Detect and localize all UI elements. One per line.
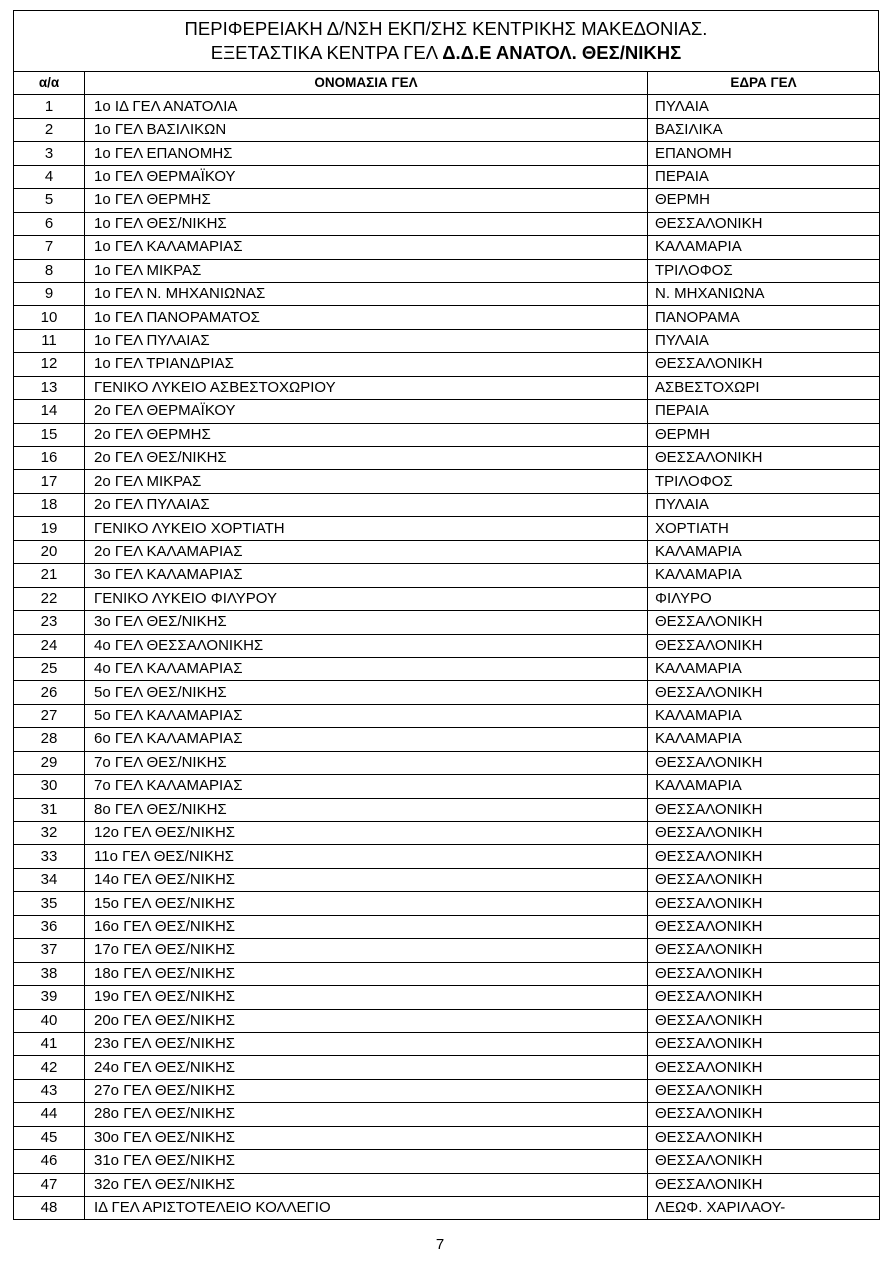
row-index: 28 — [14, 728, 85, 751]
row-index: 7 — [14, 236, 85, 259]
row-index: 2 — [14, 118, 85, 141]
school-seat: ΠΑΝΟΡΑΜΑ — [648, 306, 880, 329]
school-seat: ΘΕΣΣΑΛΟΝΙΚΗ — [648, 1032, 880, 1055]
school-name: 2ο ΓΕΛ ΜΙΚΡΑΣ — [85, 470, 648, 493]
table-row — [14, 986, 880, 1009]
table-row — [14, 728, 880, 751]
header-school-name: ΟΝΟΜΑΣΙΑ ΓΕΛ — [85, 72, 648, 95]
school-seat: ΘΕΣΣΑΛΟΝΙΚΗ — [648, 681, 880, 704]
title-line-2-bold: Δ.Δ.Ε ΑΝΑΤΟΛ. ΘΕΣ/ΝΙΚΗΣ — [442, 42, 682, 63]
row-index: 4 — [14, 165, 85, 188]
school-name: 11ο ΓΕΛ ΘΕΣ/ΝΙΚΗΣ — [85, 845, 648, 868]
table-row — [14, 775, 880, 798]
school-name: 7ο ΓΕΛ ΘΕΣ/ΝΙΚΗΣ — [85, 751, 648, 774]
school-name: 1ο ΓΕΛ ΘΕΣ/ΝΙΚΗΣ — [85, 212, 648, 235]
school-seat: ΘΕΡΜΗ — [648, 423, 880, 446]
row-index: 29 — [14, 751, 85, 774]
school-name: 14ο ΓΕΛ ΘΕΣ/ΝΙΚΗΣ — [85, 868, 648, 891]
school-name: 23ο ΓΕΛ ΘΕΣ/ΝΙΚΗΣ — [85, 1032, 648, 1055]
school-seat: ΘΕΣΣΑΛΟΝΙΚΗ — [648, 845, 880, 868]
row-index: 23 — [14, 611, 85, 634]
school-name: ΙΔ ΓΕΛ ΑΡΙΣΤΟΤΕΛΕΙΟ ΚΟΛΛΕΓΙΟ — [85, 1197, 648, 1220]
school-seat: ΘΕΣΣΑΛΟΝΙΚΗ — [648, 611, 880, 634]
table-body — [14, 95, 880, 1220]
table-row — [14, 634, 880, 657]
page-number: 7 — [435, 1236, 445, 1253]
school-seat: ΚΑΛΑΜΑΡΙΑ — [648, 564, 880, 587]
table-row — [14, 1056, 880, 1079]
school-seat: ΘΕΣΣΑΛΟΝΙΚΗ — [648, 868, 880, 891]
row-index: 24 — [14, 634, 85, 657]
table-row — [14, 329, 880, 352]
school-seat: ΠΕΡΑΙΑ — [648, 165, 880, 188]
school-name: 32ο ΓΕΛ ΘΕΣ/ΝΙΚΗΣ — [85, 1173, 648, 1196]
document-sheet — [13, 10, 879, 1220]
school-name: 30ο ΓΕΛ ΘΕΣ/ΝΙΚΗΣ — [85, 1126, 648, 1149]
row-index: 9 — [14, 282, 85, 305]
school-seat: ΘΕΣΣΑΛΟΝΙΚΗ — [648, 634, 880, 657]
title-line-2 — [211, 41, 681, 65]
row-index: 18 — [14, 493, 85, 516]
school-seat: ΑΣΒΕΣΤΟΧΩΡΙ — [648, 376, 880, 399]
row-index: 38 — [14, 962, 85, 985]
table-row — [14, 189, 880, 212]
row-index: 14 — [14, 400, 85, 423]
school-seat: ΤΡΙΛΟΦΟΣ — [648, 259, 880, 282]
row-index: 47 — [14, 1173, 85, 1196]
row-index: 40 — [14, 1009, 85, 1032]
table-row — [14, 118, 880, 141]
school-name: 16ο ΓΕΛ ΘΕΣ/ΝΙΚΗΣ — [85, 915, 648, 938]
row-index: 39 — [14, 986, 85, 1009]
school-name: 4ο ΓΕΛ ΘΕΣΣΑΛΟΝΙΚΗΣ — [85, 634, 648, 657]
row-index: 43 — [14, 1079, 85, 1102]
school-seat: ΘΕΣΣΑΛΟΝΙΚΗ — [648, 1126, 880, 1149]
school-name: 2ο ΓΕΛ ΚΑΛΑΜΑΡΙΑΣ — [85, 540, 648, 563]
row-index: 11 — [14, 329, 85, 352]
school-seat: ΠΕΡΑΙΑ — [648, 400, 880, 423]
school-seat: ΕΠΑΝΟΜΗ — [648, 142, 880, 165]
school-seat: ΠΥΛΑΙΑ — [648, 493, 880, 516]
school-seat: ΘΕΣΣΑΛΟΝΙΚΗ — [648, 1173, 880, 1196]
school-name: 2ο ΓΕΛ ΠΥΛΑΙΑΣ — [85, 493, 648, 516]
header-school-seat: ΕΔΡΑ ΓΕΛ — [648, 72, 880, 95]
title-line-1: ΠΕΡΙΦΕΡΕΙΑΚΗ Δ/ΝΣΗ ΕΚΠ/ΣΗΣ ΚΕΝΤΡΙΚΗΣ ΜΑΚΕΔΟΝΙΑΣ. — [184, 18, 708, 39]
table-row — [14, 236, 880, 259]
table-row — [14, 1150, 880, 1173]
school-name: 8ο ΓΕΛ ΘΕΣ/ΝΙΚΗΣ — [85, 798, 648, 821]
header-index: α/α — [14, 72, 85, 95]
school-seat: ΘΕΣΣΑΛΟΝΙΚΗ — [648, 751, 880, 774]
school-seat: ΚΑΛΑΜΑΡΙΑ — [648, 728, 880, 751]
school-seat: ΠΥΛΑΙΑ — [648, 95, 880, 118]
row-index: 17 — [14, 470, 85, 493]
school-seat: ΘΕΣΣΑΛΟΝΙΚΗ — [648, 353, 880, 376]
school-name: 1ο ΙΔ ΓΕΛ ΑΝΑΤΟΛΙΑ — [85, 95, 648, 118]
table-row — [14, 1032, 880, 1055]
row-index: 33 — [14, 845, 85, 868]
school-seat: ΘΕΣΣΑΛΟΝΙΚΗ — [648, 1079, 880, 1102]
school-name: 2ο ΓΕΛ ΘΕΣ/ΝΙΚΗΣ — [85, 447, 648, 470]
row-index: 22 — [14, 587, 85, 610]
table-row — [14, 681, 880, 704]
school-name: 20ο ΓΕΛ ΘΕΣ/ΝΙΚΗΣ — [85, 1009, 648, 1032]
school-name: 19ο ΓΕΛ ΘΕΣ/ΝΙΚΗΣ — [85, 986, 648, 1009]
school-seat: ΘΕΣΣΑΛΟΝΙΚΗ — [648, 1056, 880, 1079]
school-seat: ΚΑΛΑΜΑΡΙΑ — [648, 704, 880, 727]
school-name: 6ο ΓΕΛ ΚΑΛΑΜΑΡΙΑΣ — [85, 728, 648, 751]
row-index: 6 — [14, 212, 85, 235]
school-name: 1ο ΓΕΛ ΒΑΣΙΛΙΚΩΝ — [85, 118, 648, 141]
school-name: 1ο ΓΕΛ ΠΥΛΑΙΑΣ — [85, 329, 648, 352]
school-name: 1ο ΓΕΛ ΜΙΚΡΑΣ — [85, 259, 648, 282]
school-name: ΓΕΝΙΚΟ ΛΥΚΕΙΟ ΧΟΡΤΙΑΤΗ — [85, 517, 648, 540]
school-name: 1ο ΓΕΛ ΕΠΑΝΟΜΗΣ — [85, 142, 648, 165]
row-index: 8 — [14, 259, 85, 282]
school-name: 18ο ΓΕΛ ΘΕΣ/ΝΙΚΗΣ — [85, 962, 648, 985]
row-index: 26 — [14, 681, 85, 704]
table-row — [14, 95, 880, 118]
table-row — [14, 1173, 880, 1196]
table-row — [14, 1079, 880, 1102]
row-index: 13 — [14, 376, 85, 399]
table-row — [14, 868, 880, 891]
row-index: 45 — [14, 1126, 85, 1149]
school-seat: ΘΕΣΣΑΛΟΝΙΚΗ — [648, 986, 880, 1009]
school-seat: ΘΕΣΣΑΛΟΝΙΚΗ — [648, 1150, 880, 1173]
table-row — [14, 564, 880, 587]
school-name: ΓΕΝΙΚΟ ΛΥΚΕΙΟ ΑΣΒΕΣΤΟΧΩΡΙΟΥ — [85, 376, 648, 399]
school-seat: ΚΑΛΑΜΑΡΙΑ — [648, 657, 880, 680]
row-index: 42 — [14, 1056, 85, 1079]
school-name: 1ο ΓΕΛ ΘΕΡΜΑΪΚΟΥ — [85, 165, 648, 188]
row-index: 41 — [14, 1032, 85, 1055]
school-seat: ΘΕΣΣΑΛΟΝΙΚΗ — [648, 915, 880, 938]
table-row — [14, 611, 880, 634]
table-row — [14, 212, 880, 235]
table-row — [14, 282, 880, 305]
table-row — [14, 915, 880, 938]
title-line-2-prefix: ΕΞΕΤΑΣΤΙΚΑ ΚΕΝΤΡΑ ΓΕΛ — [210, 42, 443, 63]
school-seat: ΘΕΣΣΑΛΟΝΙΚΗ — [648, 212, 880, 235]
school-seat: ΘΕΣΣΑΛΟΝΙΚΗ — [648, 447, 880, 470]
table-row — [14, 353, 880, 376]
table-row — [14, 1103, 880, 1126]
table-row — [14, 376, 880, 399]
row-index: 30 — [14, 775, 85, 798]
school-name: 7ο ΓΕΛ ΚΑΛΑΜΑΡΙΑΣ — [85, 775, 648, 798]
school-seat: ΘΕΣΣΑΛΟΝΙΚΗ — [648, 1009, 880, 1032]
table-row — [14, 587, 880, 610]
school-seat: ΘΕΣΣΑΛΟΝΙΚΗ — [648, 1103, 880, 1126]
school-seat: ΘΕΡΜΗ — [648, 189, 880, 212]
table-row — [14, 517, 880, 540]
row-index: 34 — [14, 868, 85, 891]
table-row — [14, 447, 880, 470]
school-seat: ΒΑΣΙΛΙΚΑ — [648, 118, 880, 141]
school-name: 2ο ΓΕΛ ΘΕΡΜΑΪΚΟΥ — [85, 400, 648, 423]
row-index: 31 — [14, 798, 85, 821]
table-row — [14, 704, 880, 727]
exam-centers-table — [13, 71, 880, 1220]
row-index: 19 — [14, 517, 85, 540]
table-row — [14, 540, 880, 563]
row-index: 36 — [14, 915, 85, 938]
school-name: 31ο ΓΕΛ ΘΕΣ/ΝΙΚΗΣ — [85, 1150, 648, 1173]
row-index: 37 — [14, 939, 85, 962]
table-header-row — [14, 72, 880, 95]
row-index: 46 — [14, 1150, 85, 1173]
table-row — [14, 1126, 880, 1149]
row-index: 10 — [14, 306, 85, 329]
school-name: 28ο ΓΕΛ ΘΕΣ/ΝΙΚΗΣ — [85, 1103, 648, 1126]
table-row — [14, 165, 880, 188]
school-name: 27ο ΓΕΛ ΘΕΣ/ΝΙΚΗΣ — [85, 1079, 648, 1102]
school-name: 1ο ΓΕΛ ΤΡΙΑΝΔΡΙΑΣ — [85, 353, 648, 376]
row-index: 44 — [14, 1103, 85, 1126]
school-name: 24ο ΓΕΛ ΘΕΣ/ΝΙΚΗΣ — [85, 1056, 648, 1079]
row-index: 25 — [14, 657, 85, 680]
table-row — [14, 400, 880, 423]
table-row — [14, 822, 880, 845]
school-seat: ΛΕΩΦ. ΧΑΡΙΛΑΟΥ- — [648, 1197, 880, 1220]
school-seat: ΘΕΣΣΑΛΟΝΙΚΗ — [648, 798, 880, 821]
school-seat: ΤΡΙΛΟΦΟΣ — [648, 470, 880, 493]
row-index: 16 — [14, 447, 85, 470]
school-seat: ΘΕΣΣΑΛΟΝΙΚΗ — [648, 822, 880, 845]
school-seat: ΘΕΣΣΑΛΟΝΙΚΗ — [648, 939, 880, 962]
school-seat: ΚΑΛΑΜΑΡΙΑ — [648, 236, 880, 259]
school-seat: ΚΑΛΑΜΑΡΙΑ — [648, 540, 880, 563]
school-name: 12ο ΓΕΛ ΘΕΣ/ΝΙΚΗΣ — [85, 822, 648, 845]
school-name: 3ο ΓΕΛ ΚΑΛΑΜΑΡΙΑΣ — [85, 564, 648, 587]
school-name: ΓΕΝΙΚΟ ΛΥΚΕΙΟ ΦΙΛΥΡΟΥ — [85, 587, 648, 610]
school-seat: ΘΕΣΣΑΛΟΝΙΚΗ — [648, 962, 880, 985]
school-name: 5ο ΓΕΛ ΚΑΛΑΜΑΡΙΑΣ — [85, 704, 648, 727]
document-title — [13, 10, 879, 71]
school-name: 17ο ΓΕΛ ΘΕΣ/ΝΙΚΗΣ — [85, 939, 648, 962]
table-row — [14, 892, 880, 915]
row-index: 32 — [14, 822, 85, 845]
row-index: 48 — [14, 1197, 85, 1220]
school-name: 15ο ΓΕΛ ΘΕΣ/ΝΙΚΗΣ — [85, 892, 648, 915]
row-index: 35 — [14, 892, 85, 915]
table-row — [14, 657, 880, 680]
school-name: 1ο ΓΕΛ ΘΕΡΜΗΣ — [85, 189, 648, 212]
school-seat: ΘΕΣΣΑΛΟΝΙΚΗ — [648, 892, 880, 915]
school-seat: ΦΙΛΥΡΟ — [648, 587, 880, 610]
school-name: 2ο ΓΕΛ ΘΕΡΜΗΣ — [85, 423, 648, 446]
table-row — [14, 142, 880, 165]
table-row — [14, 939, 880, 962]
table-row — [14, 470, 880, 493]
row-index: 3 — [14, 142, 85, 165]
row-index: 21 — [14, 564, 85, 587]
school-name: 3ο ΓΕΛ ΘΕΣ/ΝΙΚΗΣ — [85, 611, 648, 634]
table-row — [14, 423, 880, 446]
row-index: 1 — [14, 95, 85, 118]
table-row — [14, 1197, 880, 1220]
row-index: 20 — [14, 540, 85, 563]
table-row — [14, 1009, 880, 1032]
school-name: 1ο ΓΕΛ ΚΑΛΑΜΑΡΙΑΣ — [85, 236, 648, 259]
table-row — [14, 751, 880, 774]
school-name: 1ο ΓΕΛ Ν. ΜΗΧΑΝΙΩΝΑΣ — [85, 282, 648, 305]
school-seat: ΚΑΛΑΜΑΡΙΑ — [648, 775, 880, 798]
row-index: 27 — [14, 704, 85, 727]
row-index: 15 — [14, 423, 85, 446]
table-row — [14, 259, 880, 282]
school-seat: ΠΥΛΑΙΑ — [648, 329, 880, 352]
table-row — [14, 798, 880, 821]
table-row — [14, 962, 880, 985]
school-seat: ΧΟΡΤΙΑΤΗ — [648, 517, 880, 540]
row-index: 12 — [14, 353, 85, 376]
table-row — [14, 306, 880, 329]
table-row — [14, 845, 880, 868]
school-name: 4ο ΓΕΛ ΚΑΛΑΜΑΡΙΑΣ — [85, 657, 648, 680]
school-name: 1ο ΓΕΛ ΠΑΝΟΡΑΜΑΤΟΣ — [85, 306, 648, 329]
school-seat: Ν. ΜΗΧΑΝΙΩΝΑ — [648, 282, 880, 305]
row-index: 5 — [14, 189, 85, 212]
school-name: 5ο ΓΕΛ ΘΕΣ/ΝΙΚΗΣ — [85, 681, 648, 704]
table-row — [14, 493, 880, 516]
